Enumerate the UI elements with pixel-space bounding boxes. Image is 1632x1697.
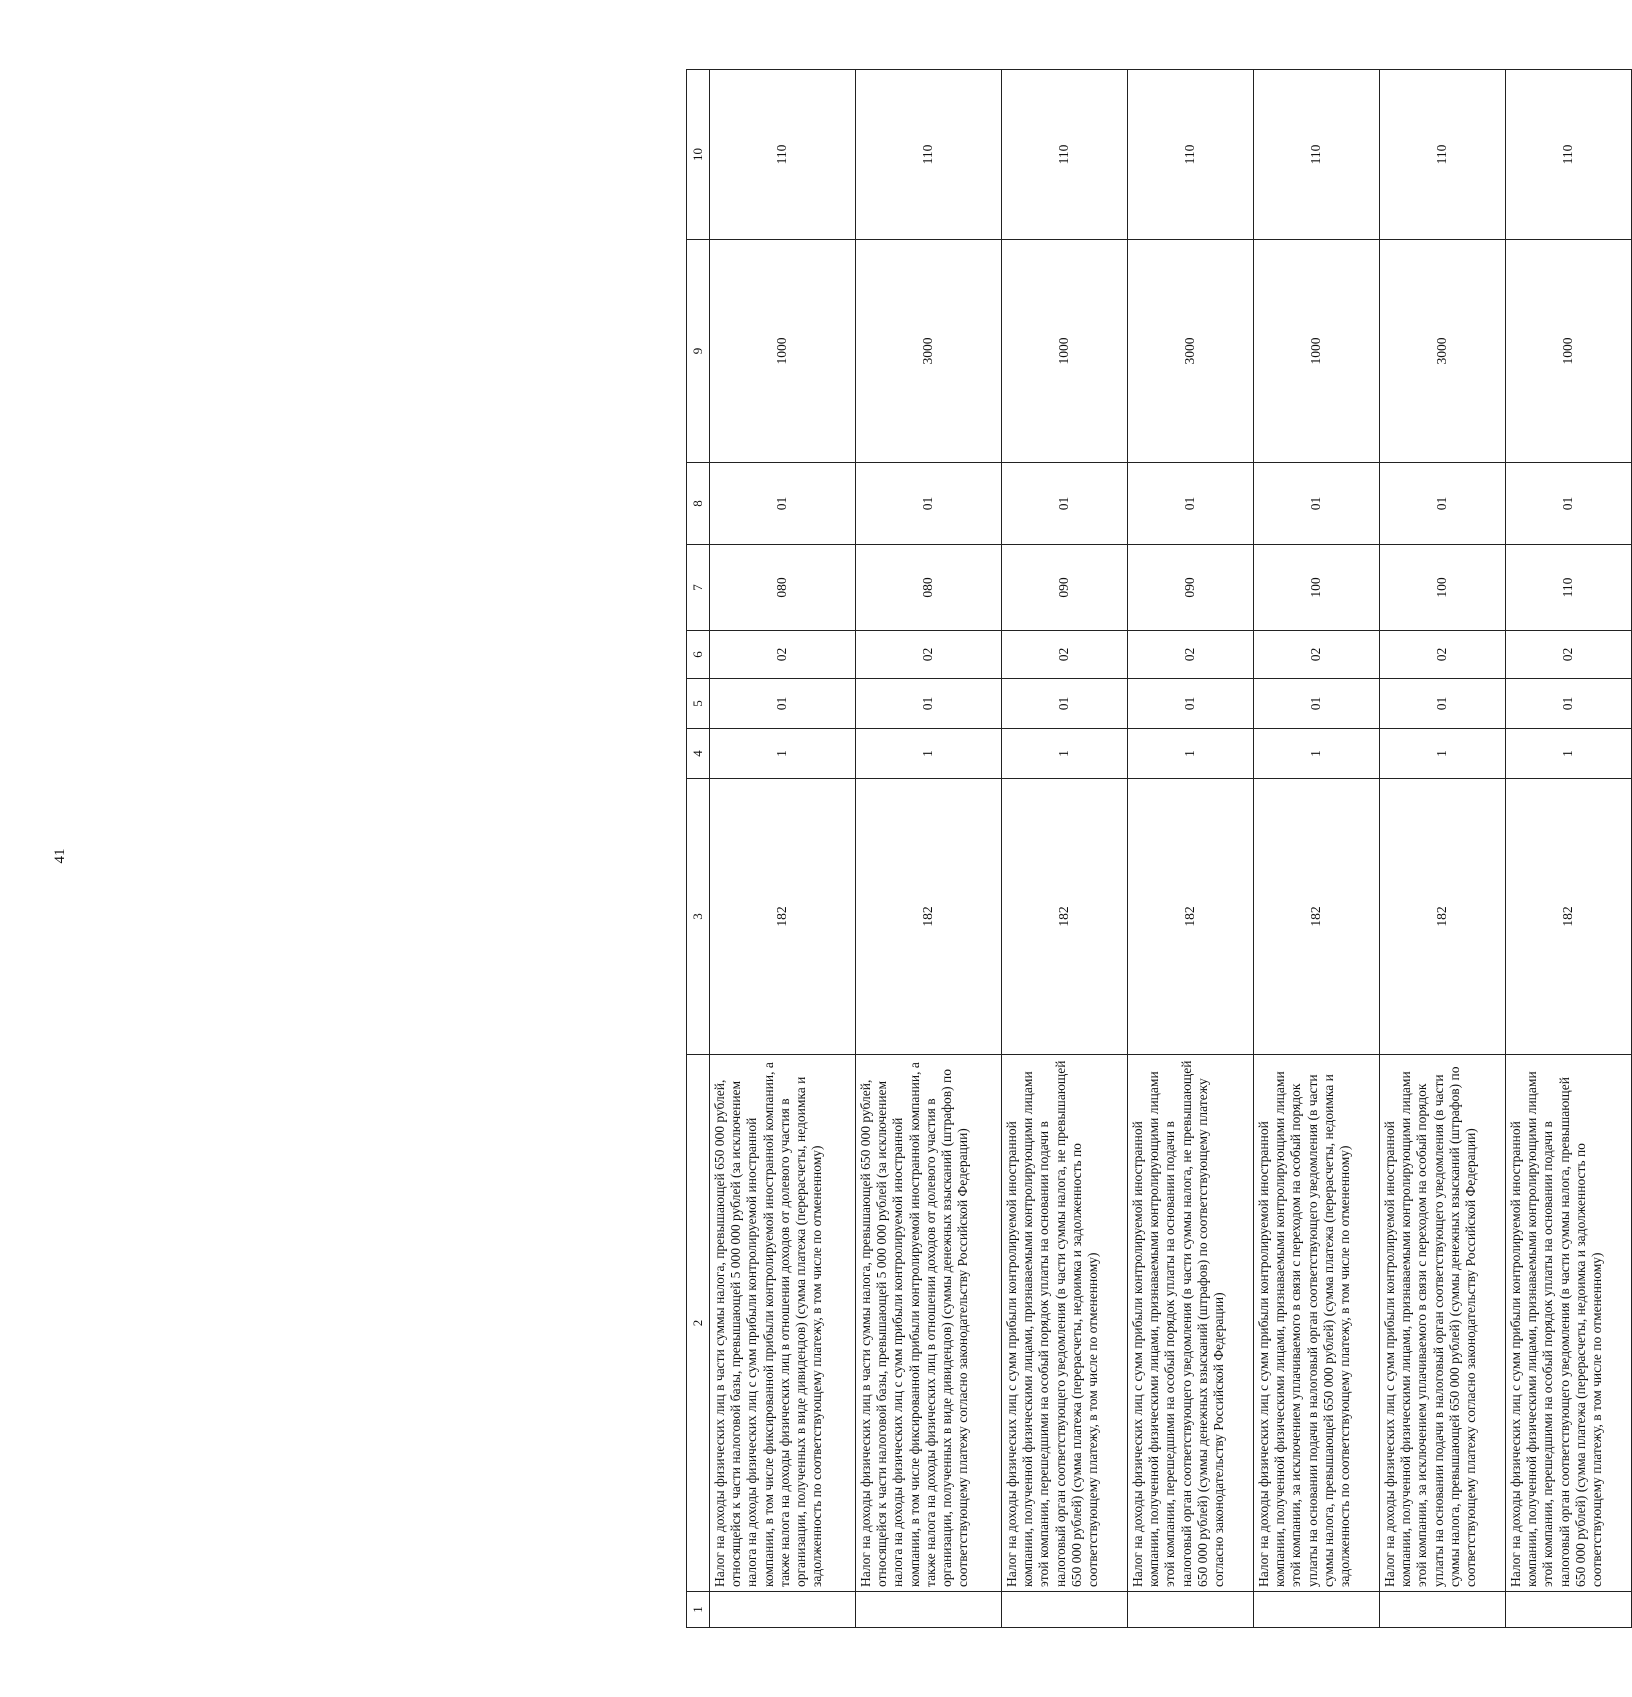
table-cell-description: Налог на доходы физических лиц с сумм прибыли контролируемой иностранной компании, полученной физическими лицами, признаваемыми контролирующими лицами этой компании, перешедшими на особый порядок уплаты на основании подачи в налоговый орган соответствующего уведомления (в части суммы налога, превышающей 650 000 рублей) (сумма платежа (перерасчеты, недоимка и задолженность по соответствующему платежу, в том числе по отмененному) xyxy=(1505,1055,1631,1592)
column-header: 4 xyxy=(687,729,710,779)
table-cell-description: Налог на доходы физических лиц с сумм прибыли контролируемой иностранной компании, полученной физическими лицами, признаваемыми контролирующими лицами этой компании, перешедшими на особый порядок уплаты на основании подачи в налоговый орган соответствующего уведомления (в части суммы налога, не превышающей 650 000 рублей) (суммы денежных взысканий (штрафов) по соответствующему платежу согласно законодательству Российской Федерации) xyxy=(1127,1055,1253,1592)
table-cell-c4: 1 xyxy=(855,729,1001,779)
table-cell-c4: 1 xyxy=(1253,729,1379,779)
table-cell-c5: 01 xyxy=(710,679,856,729)
page-number: 41 xyxy=(52,848,68,864)
table-cell-c6: 02 xyxy=(710,631,856,679)
budget-classification-table xyxy=(686,69,1632,1628)
table-cell-c9: 3000 xyxy=(855,240,1001,463)
column-header: 9 xyxy=(687,240,710,463)
table-cell-c10: 110 xyxy=(1253,70,1379,240)
column-header: 3 xyxy=(687,779,710,1055)
column-header: 7 xyxy=(687,545,710,631)
table-cell-c8: 01 xyxy=(710,463,856,545)
table-cell-c1 xyxy=(1379,1592,1505,1628)
rotated-table-container xyxy=(686,70,1632,1628)
table-cell-c8: 01 xyxy=(1127,463,1253,545)
table-cell-c8: 01 xyxy=(1001,463,1127,545)
column-header: 8 xyxy=(687,463,710,545)
table-cell-c7: 100 xyxy=(1253,545,1379,631)
table-cell-c10: 110 xyxy=(1379,70,1505,240)
table-cell-c9: 1000 xyxy=(1253,240,1379,463)
table-cell-c1 xyxy=(710,1592,856,1628)
table-row xyxy=(855,70,1001,1628)
table-cell-c10: 110 xyxy=(1505,70,1631,240)
table-cell-c8: 01 xyxy=(1505,463,1631,545)
table-cell-c3: 182 xyxy=(1505,779,1631,1055)
table-cell-c7: 100 xyxy=(1379,545,1505,631)
table-cell-c4: 1 xyxy=(1379,729,1505,779)
table-cell-c9: 1000 xyxy=(1001,240,1127,463)
table-cell-c6: 02 xyxy=(1505,631,1631,679)
table-cell-c3: 182 xyxy=(855,779,1001,1055)
table-cell-c6: 02 xyxy=(855,631,1001,679)
table-cell-c9: 1000 xyxy=(710,240,856,463)
table-cell-c6: 02 xyxy=(1379,631,1505,679)
table-cell-c7: 080 xyxy=(855,545,1001,631)
table-cell-c7: 080 xyxy=(710,545,856,631)
table-cell-c8: 01 xyxy=(1379,463,1505,545)
table-row xyxy=(1379,70,1505,1628)
table-row xyxy=(1253,70,1379,1628)
table-cell-c5: 01 xyxy=(1505,679,1631,729)
table-cell-description: Налог на доходы физических лиц с сумм прибыли контролируемой иностранной компании, полученной физическими лицами, признаваемыми контролирующими лицами этой компании, перешедшими на особый порядок уплаты на основании подачи в налоговый орган соответствующего уведомления (в части суммы налога, не превышающей 650 000 рублей) (сумма платежа (перерасчеты, недоимка и задолженность по соответствующему платежу, в том числе по отмененному) xyxy=(1001,1055,1127,1592)
table-cell-c9: 3000 xyxy=(1127,240,1253,463)
table-cell-c1 xyxy=(1127,1592,1253,1628)
table-cell-c3: 182 xyxy=(710,779,856,1055)
column-number-row xyxy=(687,70,710,1628)
table-cell-c10: 110 xyxy=(1127,70,1253,240)
table-cell-c5: 01 xyxy=(855,679,1001,729)
table-cell-c1 xyxy=(1253,1592,1379,1628)
table-cell-description: Налог на доходы физических лиц в части суммы налога, превышающей 650 000 рублей, относящейся к части налоговой базы, превышающей 5 000 000 рублей (за исключением налога на доходы физических лиц с сумм прибыли контролируемой иностранной компании, в том числе фиксированной прибыли контролируемой иностранной компании, а также налога на доходы физических лиц в отношении доходов от долевого участия в организации, полученных в виде дивидендов) (сумма платежа (перерасчеты, недоимка и задолженность по соответствующему платежу, в том числе по отмененному) xyxy=(710,1055,856,1592)
table-cell-c7: 090 xyxy=(1001,545,1127,631)
table-cell-c4: 1 xyxy=(1505,729,1631,779)
table-cell-c3: 182 xyxy=(1127,779,1253,1055)
table-cell-c6: 02 xyxy=(1001,631,1127,679)
table-cell-c4: 1 xyxy=(710,729,856,779)
table-cell-c3: 182 xyxy=(1001,779,1127,1055)
table-cell-c4: 1 xyxy=(1001,729,1127,779)
table-cell-c10: 110 xyxy=(710,70,856,240)
column-header: 10 xyxy=(687,70,710,240)
table-cell-description: Налог на доходы физических лиц с сумм прибыли контролируемой иностранной компании, полученной физическими лицами, признаваемыми контролирующими лицами этой компании, за исключением уплачиваемого в связи с переходом на особый порядок уплаты на основании подачи в налоговый орган соответствующего уведомления (в части суммы налога, превышающей 650 000 рублей) (суммы денежных взысканий (штрафов) по соответствующему платежу согласно законодательству Российской Федерации) xyxy=(1379,1055,1505,1592)
table-cell-c9: 3000 xyxy=(1379,240,1505,463)
table-cell-c10: 110 xyxy=(1001,70,1127,240)
table-cell-c5: 01 xyxy=(1253,679,1379,729)
table-row xyxy=(1001,70,1127,1628)
table-cell-c6: 02 xyxy=(1253,631,1379,679)
table-cell-c5: 01 xyxy=(1001,679,1127,729)
column-header: 6 xyxy=(687,631,710,679)
table-cell-c1 xyxy=(1505,1592,1631,1628)
table-cell-c10: 110 xyxy=(855,70,1001,240)
table-cell-c1 xyxy=(855,1592,1001,1628)
table-cell-c1 xyxy=(1001,1592,1127,1628)
table-cell-description: Налог на доходы физических лиц в части суммы налога, превышающей 650 000 рублей, относящейся к части налоговой базы, превышающей 5 000 000 рублей (за исключением налога на доходы физических лиц с сумм прибыли контролируемой иностранной компании, в том числе фиксированной прибыли контролируемой иностранной компании, а также налога на доходы физических лиц в отношении доходов от долевого участия в организации, полученных в виде дивидендов) (суммы денежных взысканий (штрафов) по соответствующему платежу согласно законодательству Российской Федерации) xyxy=(855,1055,1001,1592)
column-header: 5 xyxy=(687,679,710,729)
column-header: 2 xyxy=(687,1055,710,1592)
table-row xyxy=(1505,70,1631,1628)
table-row xyxy=(1127,70,1253,1628)
table-cell-description: Налог на доходы физических лиц с сумм прибыли контролируемой иностранной компании, полученной физическими лицами, признаваемыми контролирующими лицами этой компании, за исключением уплачиваемого в связи с переходом на особый порядок уплаты на основании подачи в налоговый орган соответствующего уведомления (в части суммы налога, превышающей 650 000 рублей) (сумма платежа (перерасчеты, недоимка и задолженность по соответствующему платежу, в том числе по отмененному) xyxy=(1253,1055,1379,1592)
table-cell-c9: 1000 xyxy=(1505,240,1631,463)
table-cell-c3: 182 xyxy=(1379,779,1505,1055)
table-cell-c8: 01 xyxy=(1253,463,1379,545)
table-cell-c5: 01 xyxy=(1127,679,1253,729)
table-cell-c3: 182 xyxy=(1253,779,1379,1055)
column-header: 1 xyxy=(687,1592,710,1628)
table-cell-c5: 01 xyxy=(1379,679,1505,729)
table-row xyxy=(710,70,856,1628)
table-cell-c6: 02 xyxy=(1127,631,1253,679)
table-cell-c8: 01 xyxy=(855,463,1001,545)
table-cell-c4: 1 xyxy=(1127,729,1253,779)
table-cell-c7: 110 xyxy=(1505,545,1631,631)
table-cell-c7: 090 xyxy=(1127,545,1253,631)
